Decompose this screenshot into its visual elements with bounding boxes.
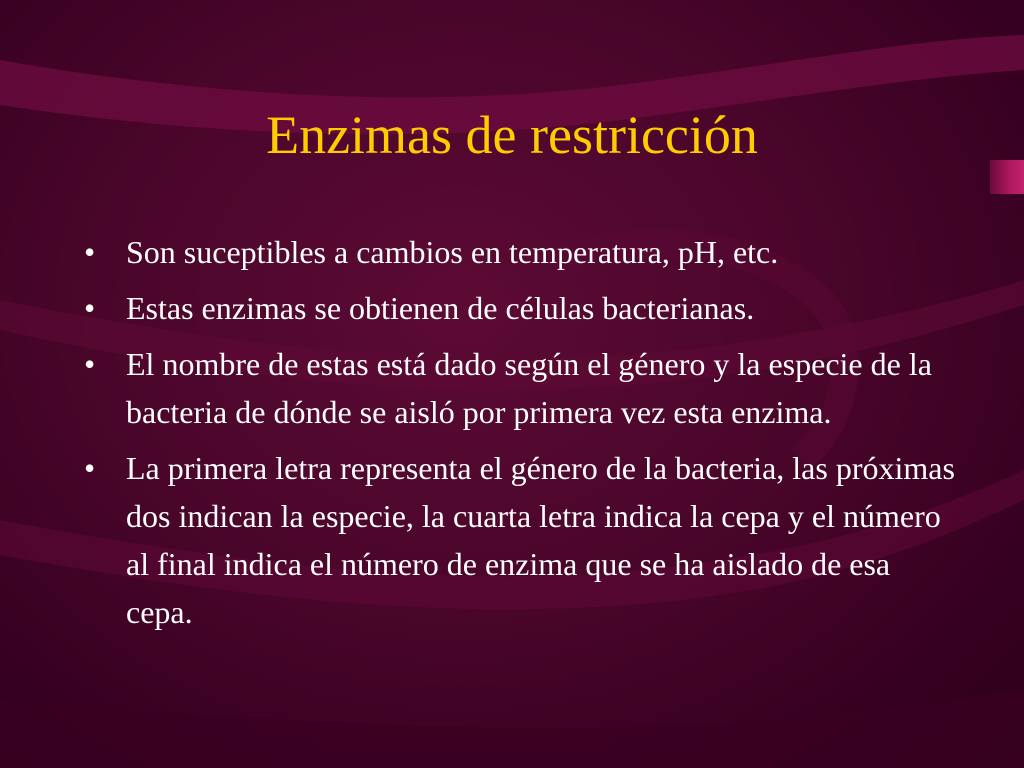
- bullet-marker: •: [84, 450, 96, 486]
- bullet-item: [82, 228, 962, 276]
- slide-title: Enzimas de restricción: [266, 105, 758, 165]
- bullet-text: La primera letra representa el género de la bacteria, las próximas dos indican la especie, la cuarta letra indica la cepa y el número al final indica el número de enzima que se ha aislado de esa cepa.: [126, 450, 955, 630]
- bullet-item: [82, 340, 962, 436]
- bullet-text: Son suceptibles a cambios en temperatura, pH, etc.: [126, 234, 779, 270]
- bullet-item: [82, 444, 962, 636]
- bullet-marker: •: [84, 346, 96, 382]
- bullet-text: El nombre de estas está dado según el género y la especie de la bacteria de dónde se aisló por primera vez esta enzima.: [126, 346, 932, 430]
- bullet-list: [82, 228, 962, 644]
- bullet-marker: •: [84, 234, 96, 270]
- bullet-item: [82, 284, 962, 332]
- bullet-marker: •: [84, 290, 96, 326]
- bullet-text: Estas enzimas se obtienen de células bacterianas.: [126, 290, 755, 326]
